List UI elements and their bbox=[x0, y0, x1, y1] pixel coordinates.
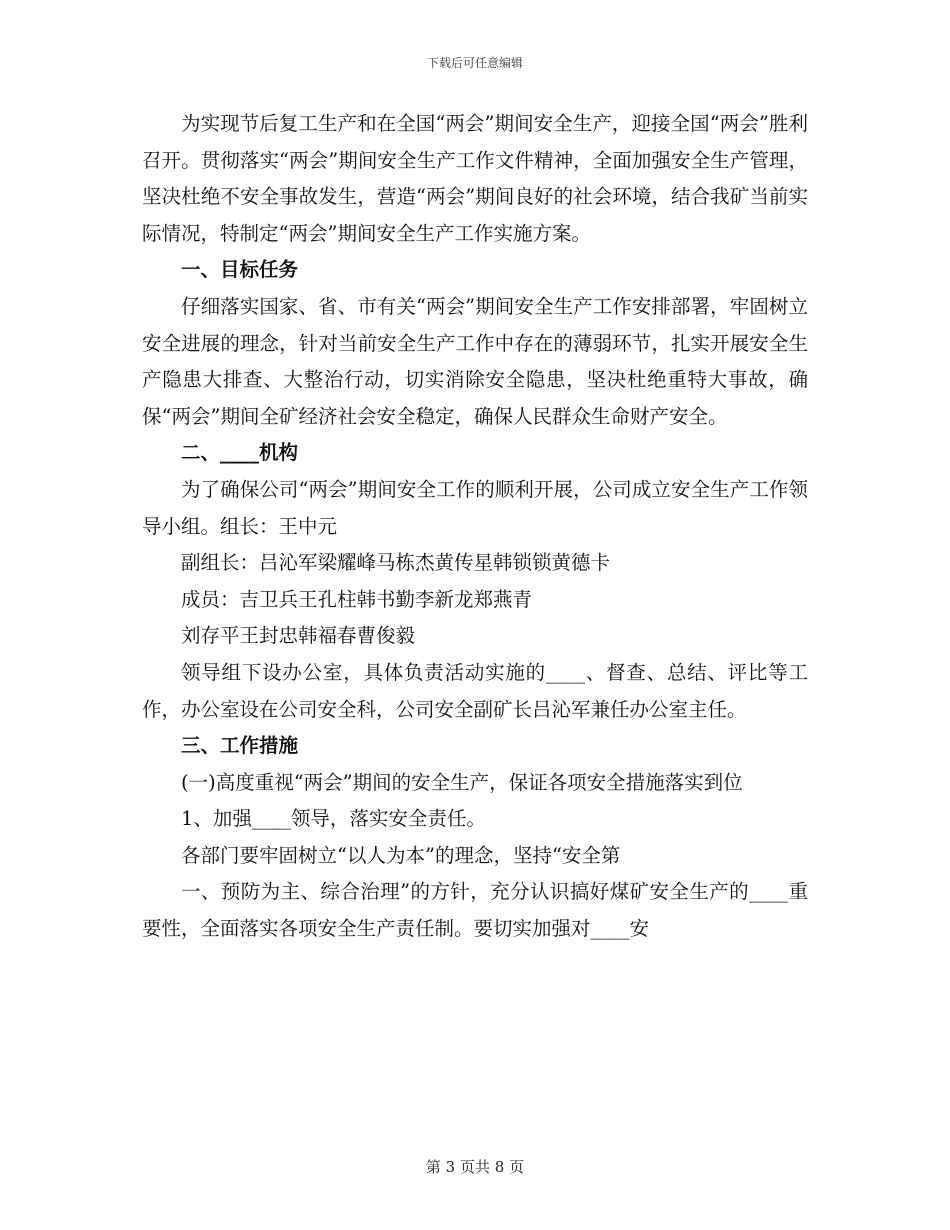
members-line-continued: 刘存平王封忠韩福春曹俊毅 bbox=[181, 624, 416, 648]
measure-paragraph-2: 一、预防为主、综合治理”的方针，充分认识搞好煤矿安全生产的____重要性，全面落实各项安全生产责任制。要切实加强对____安 bbox=[142, 880, 808, 941]
measure-paragraph-1: 各部门要牢固树立“以人为本”的理念，坚持“安全第 bbox=[181, 843, 621, 867]
intro-paragraph: 为实现节后复工生产和在全国“两会”期间安全生产，迎接全国“两会”胜利召开。贯彻落实“两会”期间安全生产工作文件精神，全面加强安全生产管理，坚决杜绝不安全事故发生，营造“两会”期间良好的社会环境，结合我矿当前实际情况，特制定“两会”期间安全生产工作实施方案。 bbox=[142, 112, 808, 245]
page-footer: 第 3 页共 8 页 bbox=[425, 1158, 525, 1176]
page-header: 下载后可任意编辑 bbox=[426, 56, 523, 70]
organization-paragraph: 为了确保公司“两会”期间安全工作的顺利开展，公司成立安全生产工作领导小组。组长：王中元 bbox=[142, 477, 808, 538]
section-heading-organization: 二、____机构 bbox=[181, 441, 299, 465]
measure-item-1: 1、加强____领导，落实安全责任。 bbox=[181, 807, 486, 831]
section-heading-measures: 三、工作措施 bbox=[181, 734, 299, 758]
deputy-leaders-line: 副组长：吕沁军梁耀峰马栋杰黄传星韩锁锁黄德卡 bbox=[181, 551, 611, 575]
goals-paragraph: 仔细落实国家、省、市有关“两会”期间安全生产工作安排部署，牢固树立安全进展的理念，针对当前安全生产工作中存在的薄弱环节，扎实开展安全生产隐患大排查、大整治行动，切实消除安全隐患，坚决杜绝重特大事故，确保“两会”期间全矿经济社会安全稳定，确保人民群众生命财产安全。 bbox=[142, 294, 808, 428]
section-heading-goals: 一、目标任务 bbox=[181, 258, 299, 282]
measure-subheading-1: (一)高度重视“两会”期间的安全生产，保证各项安全措施落实到位 bbox=[181, 770, 743, 794]
members-line: 成员：吉卫兵王孔柱韩书勤李新龙郑燕青 bbox=[181, 587, 533, 611]
document-body bbox=[142, 106, 808, 948]
office-paragraph: 领导组下设办公室，具体负责活动实施的____、督查、总结、评比等工作，办公室设在公司安全科，公司安全副矿长吕沁军兼任办公室主任。 bbox=[142, 660, 808, 721]
